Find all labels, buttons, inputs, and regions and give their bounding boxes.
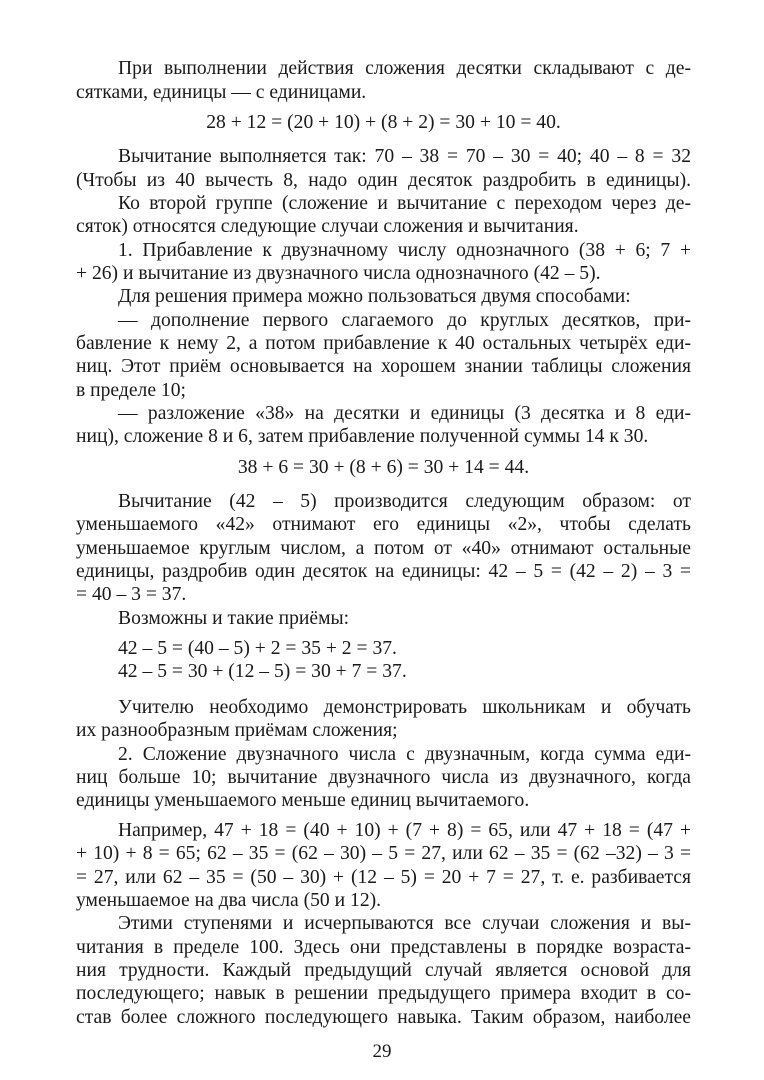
page-number: 29 xyxy=(372,1041,392,1062)
text-line: + 26) и вычитание из двузначного числа однозначного (42 – 5). xyxy=(76,263,601,284)
text-line: Вычитание (42 – 5) производится следующим образом: от xyxy=(118,491,691,512)
text-line: Ко второй группе (сложение и вычитание с переходом через де- xyxy=(118,193,691,214)
text-line: уменьшаемое на два числа (50 и 12). xyxy=(76,890,382,911)
equation: 42 – 5 = (40 – 5) + 2 = 35 + 2 = 37. xyxy=(118,638,397,659)
equation: 38 + 6 = 30 + (8 + 6) = 30 + 14 = 44. xyxy=(237,457,530,478)
text-line: читания в пределе 100. Здесь они представлены в порядке возраста- xyxy=(76,937,691,958)
text-line: ниц), сложение 8 и 6, затем прибавление полученной суммы 14 к 30. xyxy=(76,426,649,447)
text-line: единицы, раздробив один десяток на единицы: 42 – 5 = (42 – 2) – 3 = xyxy=(76,561,691,582)
text-line: — разложение «38» на десятки и единицы (3 десятка и 8 еди- xyxy=(118,403,691,424)
text-line: 1. Прибавление к двузначному числу однозначного (38 + 6; 7 + xyxy=(118,240,691,261)
text-line: Например, 47 + 18 = (40 + 10) + (7 + 8) = 65, или 47 + 18 = (47 + xyxy=(118,820,691,841)
text-line: — дополнение первого слагаемого до круглых десятков, при- xyxy=(118,310,691,331)
text-line: = 40 – 3 = 37. xyxy=(76,584,187,605)
text-line: ниц. Этот приём основывается на хорошем знании таблицы сложения xyxy=(76,356,691,377)
equation: 42 – 5 = 30 + (12 – 5) = 30 + 7 = 37. xyxy=(118,661,407,682)
text-line: став более сложного последующего навыка. Таким образом, наиболее xyxy=(76,1007,691,1028)
text-line: в пределе 10; xyxy=(76,380,186,401)
text-line: Возможны и такие приёмы: xyxy=(118,608,350,629)
text-line: бавление к нему 2, а потом прибавление к 40 остальных четырёх еди- xyxy=(76,333,691,354)
text-line: Этими ступенями и исчерпываются все случаи сложения и вы- xyxy=(118,913,691,934)
text-line: ния трудности. Каждый предыдущий случай является основой для xyxy=(76,960,691,981)
text-line: Учителю необходимо демонстрировать школьникам и обучать xyxy=(118,697,691,718)
text-line: При выполнении действия сложения десятки складывают с де- xyxy=(118,58,691,79)
text-line: Вычитание выполняется так: 70 – 38 = 70 – 30 = 40; 40 – 8 = 32 xyxy=(118,146,691,167)
text-line: ниц больше 10; вычитание двузначного числа из двузначного, когда xyxy=(76,767,691,788)
text-line: Для решения примера можно пользоваться двумя способами: xyxy=(118,286,631,307)
text-line: = 27, или 62 – 35 = (50 – 30) + (12 – 5) = 20 + 7 = 27, т. е. разбивается xyxy=(76,867,691,888)
equation: 28 + 12 = (20 + 10) + (8 + 2) = 30 + 10 = 40. xyxy=(206,112,561,133)
text-line: сятками, единицы — с единицами. xyxy=(76,82,367,103)
text-line: 2. Сложение двузначного числа с двузначным, когда сумма еди- xyxy=(118,744,691,765)
text-line: + 10) + 8 = 65; 62 – 35 = (62 – 30) – 5 = 27, или 62 – 35 = (62 –32) – 3 = xyxy=(76,843,691,864)
text-line: уменьшаемого «42» отнимают его единицы «2», чтобы сделать xyxy=(76,514,691,535)
text-line: единицы уменьшаемого меньше единиц вычитаемого. xyxy=(76,790,530,811)
text-line: их разнообразным приёмам сложения; xyxy=(76,720,398,741)
text-line: сяток) относятся следующие случаи сложения и вычитания. xyxy=(76,216,579,237)
text-line: (Чтобы из 40 вычесть 8, надо один десяток раздробить в единицы). xyxy=(76,170,691,191)
text-line: последующего; навык в решении предыдущего примера входит в со- xyxy=(76,983,691,1004)
text-line: уменьшаемое круглым числом, а потом от «40» отнимают остальные xyxy=(76,538,691,559)
